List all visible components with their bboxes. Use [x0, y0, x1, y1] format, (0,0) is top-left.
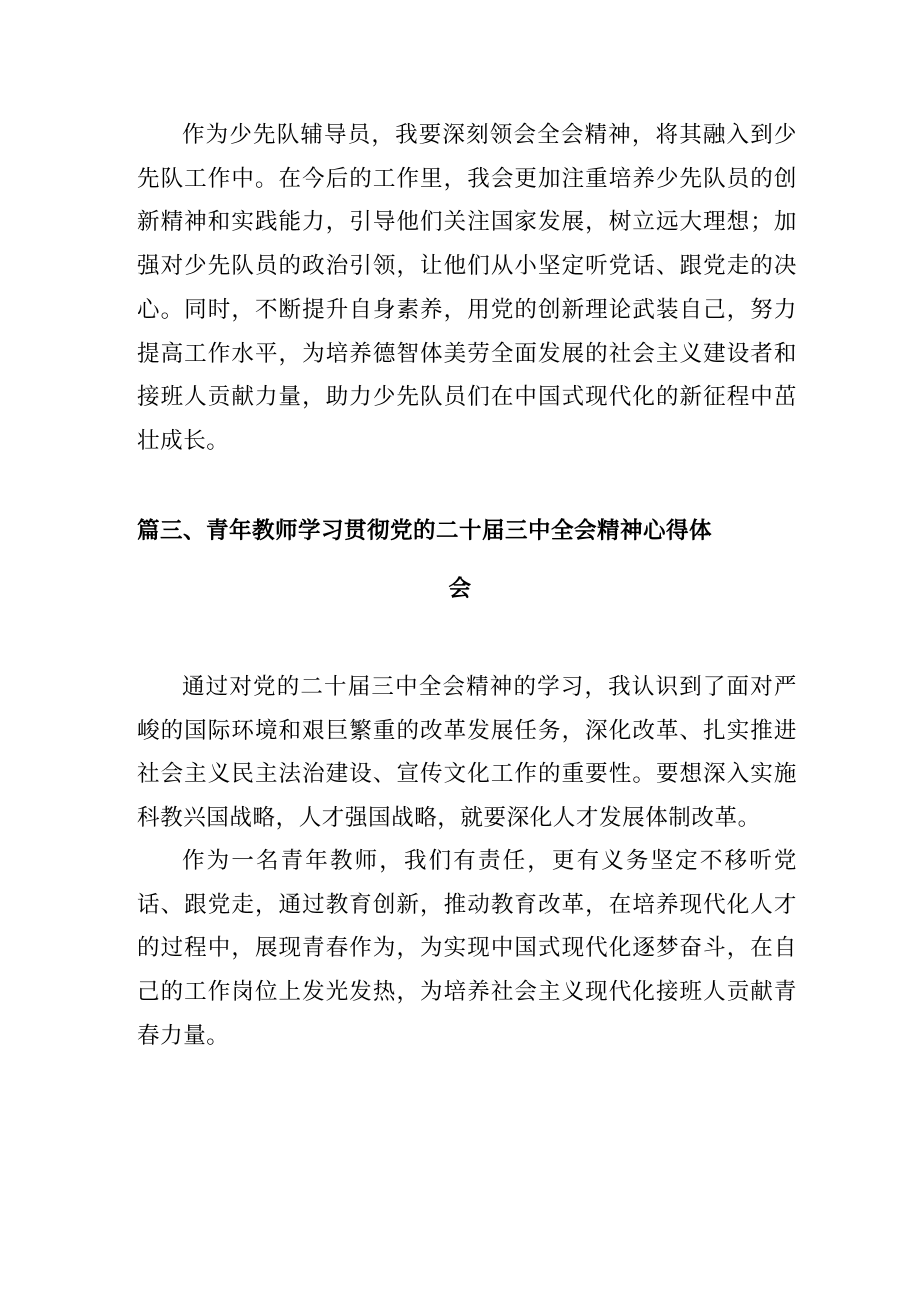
- section-heading: 篇三、青年教师学习贯彻党的二十届三中全会精神心得体: [137, 518, 713, 544]
- section-heading-continuation: 会: [448, 576, 472, 602]
- body-paragraph-1: 作为少先队辅导员，我要深刻领会全会精神，将其融入到少先队工作中。在今后的工作里，我会更加注重培养少先队员的创新精神和实践能力，引导他们关注国家发展，树立远大理想；加强对少先队员的政治引领，让他们从小坚定听党话、跟党走的决心。同时，不断提升自身素养，用党的创新理论武装自己，努力提高工作水平，为培养德智体美劳全面发展的社会主义建设者和接班人贡献力量，助力少先队员们在中国式现代化的新征程中茁壮成长。: [137, 122, 797, 454]
- body-paragraph-2: 通过对党的二十届三中全会精神的学习，我认识到了面对严峻的国际环境和艰巨繁重的改革发展任务，深化改革、扎实推进社会主义民主法治建设、宣传文化工作的重要性。要想深入实施科教兴国战略，人才强国战略，就要深化人才发展体制改革。: [137, 674, 797, 832]
- body-paragraph-3: 作为一名青年教师，我们有责任，更有义务坚定不移听党话、跟党走，通过教育创新，推动教育改革，在培养现代化人才的过程中，展现青春作为，为实现中国式现代化逐梦奋斗，在自己的工作岗位上发光发热，为培养社会主义现代化接班人贡献青春力量。: [137, 848, 797, 1049]
